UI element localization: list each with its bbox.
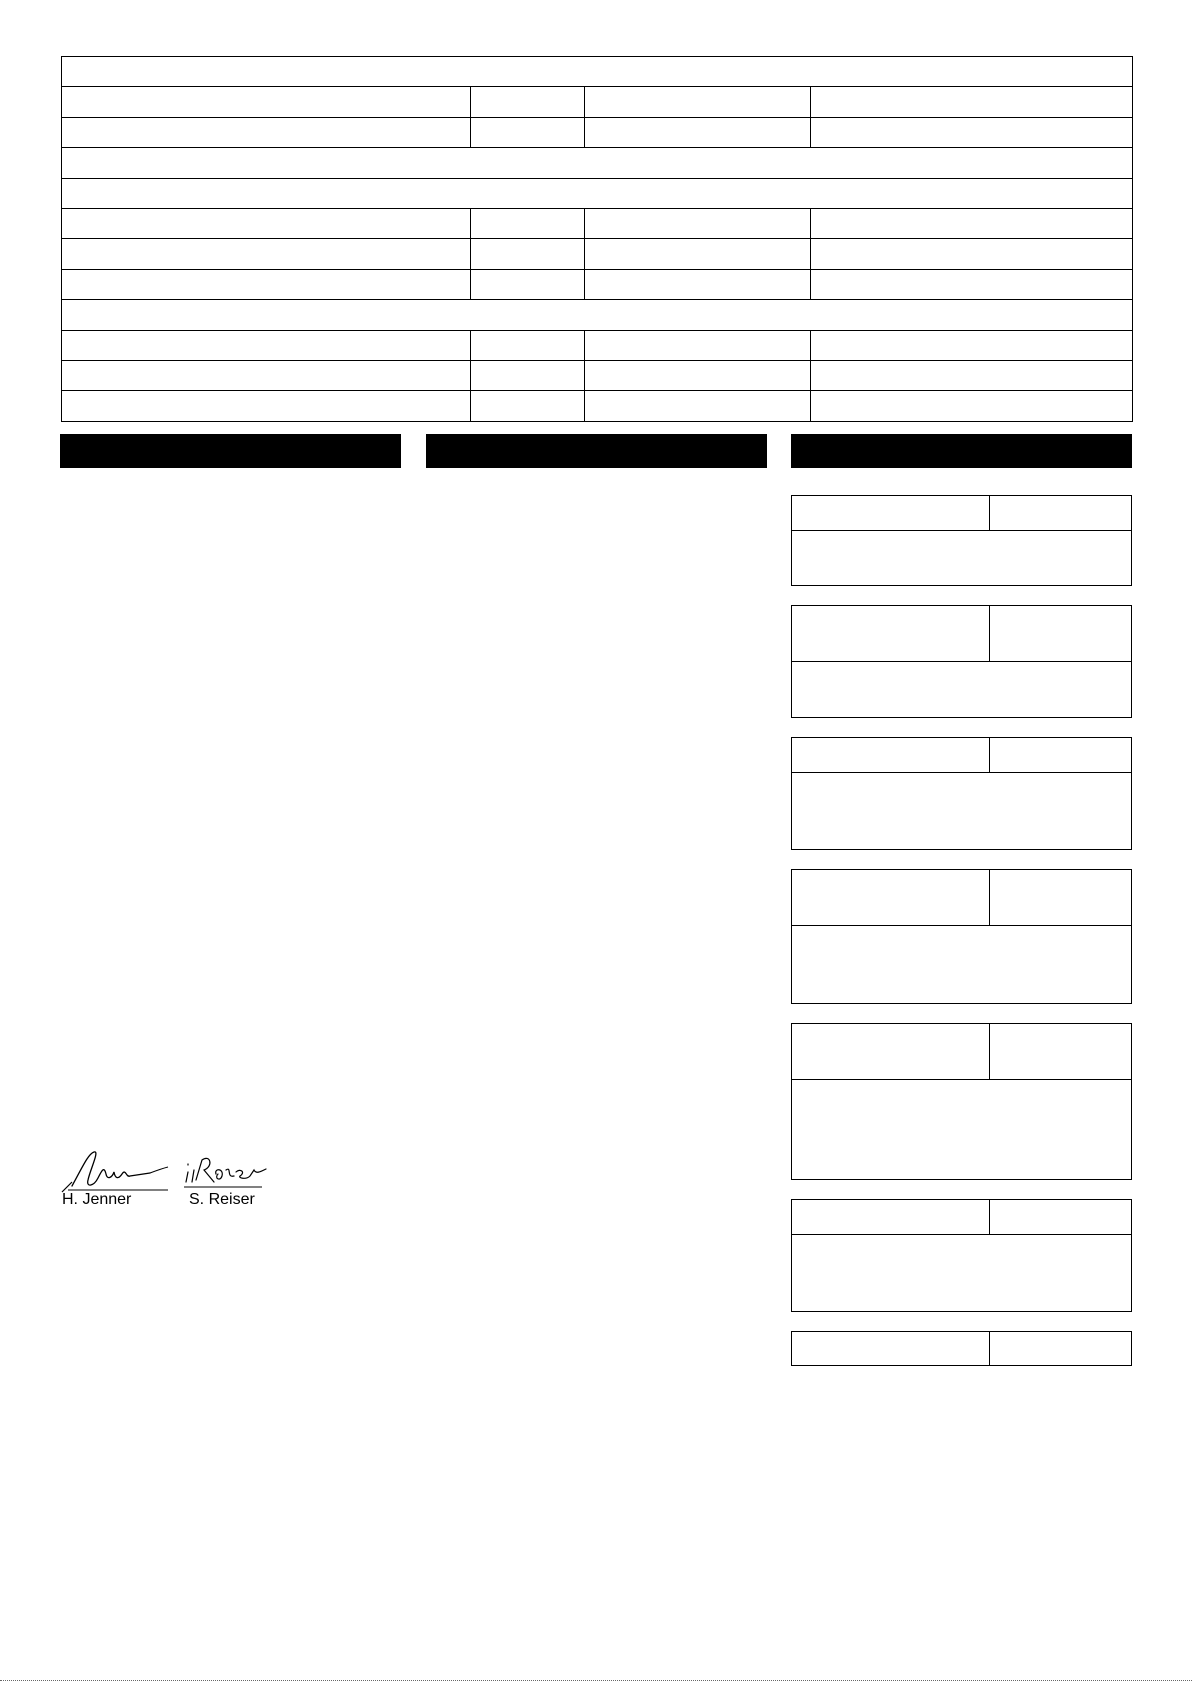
table-cell [62,360,471,390]
info-box [791,737,1132,850]
info-box-label-cell [792,1332,990,1365]
table-cell [471,269,585,299]
info-box-header [792,496,1131,531]
info-box-header [792,1024,1131,1080]
table-cell [811,330,1133,360]
table-row [62,208,1133,238]
signature-jenner [60,1148,175,1194]
info-box [791,1331,1132,1366]
info-box-value-cell [990,738,1131,772]
signature-reiser [180,1152,270,1194]
table-cell [62,178,1133,208]
info-box-label-cell [792,738,990,772]
info-box-header [792,1200,1131,1235]
table-row [62,330,1133,360]
info-box-header [792,606,1131,662]
table-row-heading [62,148,1133,178]
table-cell [811,87,1133,117]
info-box [791,495,1132,586]
table-cell [811,208,1133,238]
info-box-header [792,1332,1131,1365]
table-cell [585,87,811,117]
info-box [791,869,1132,1004]
table-cell [471,391,585,421]
info-box-value-cell [990,606,1131,661]
table-cell [811,269,1133,299]
table-cell [811,391,1133,421]
info-box [791,1023,1132,1180]
info-box-label-cell [792,1024,990,1079]
table-cell [471,239,585,269]
info-box-label-cell [792,496,990,530]
table-cell [62,269,471,299]
table-row-heading [62,300,1133,330]
table-cell [471,87,585,117]
info-box-value-cell [990,496,1131,530]
table-cell [585,117,811,147]
table-row [62,391,1133,421]
info-box-value-cell [990,1024,1131,1079]
table-cell [585,360,811,390]
table-cell [62,57,1133,87]
table-row [62,239,1133,269]
table-cell [62,87,471,117]
page-edge-rule [0,1680,1192,1681]
table-cell [471,117,585,147]
table-cell [471,330,585,360]
signatory-name-left: H. Jenner [62,1191,132,1208]
info-box [791,1199,1132,1312]
table-cell [471,360,585,390]
info-box-header [792,738,1131,773]
table-cell [62,117,471,147]
table-cell [585,391,811,421]
table-cell [811,117,1133,147]
table-row [62,360,1133,390]
table-cell [62,239,471,269]
info-box-label-cell [792,870,990,925]
info-box-value-cell [990,1200,1131,1234]
info-box-value-cell [990,870,1131,925]
info-box-header [792,870,1131,926]
table-cell [62,391,471,421]
table-cell [585,208,811,238]
section-header-bar-middle [426,434,767,468]
table-cell [811,360,1133,390]
table-cell [62,148,1133,178]
info-box-value-cell [990,1332,1131,1365]
table-row [62,117,1133,147]
table-cell [585,239,811,269]
table-cell [811,239,1133,269]
table-row-heading [62,178,1133,208]
table-cell [585,330,811,360]
signatory-name-right: S. Reiser [189,1191,255,1208]
info-box-label-cell [792,606,990,661]
section-header-bar-left [60,434,401,468]
table-cell [62,330,471,360]
table-cell [471,208,585,238]
section-header-bar-right [791,434,1132,468]
table-cell [62,208,471,238]
info-box [791,605,1132,718]
table-row-heading [62,57,1133,87]
table-row [62,269,1133,299]
table-cell [62,300,1133,330]
data-table [61,56,1133,422]
info-box-label-cell [792,1200,990,1234]
table-cell [585,269,811,299]
table-row [62,87,1133,117]
